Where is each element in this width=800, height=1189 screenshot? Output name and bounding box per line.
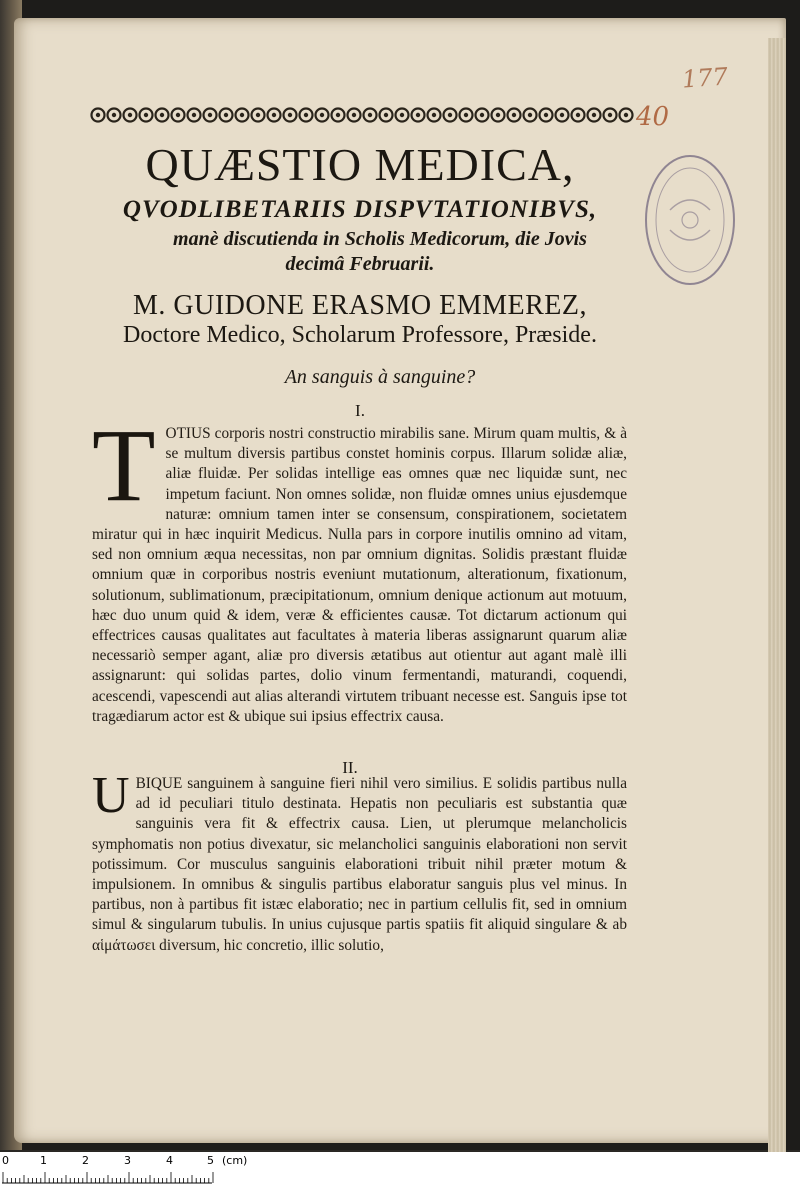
section-paragraph (92, 767, 627, 956)
drop-cap: U (92, 767, 130, 824)
presider-role: Doctore Medico, Scholarum Professore, Præside. (123, 322, 597, 348)
section-number: II. (342, 758, 358, 777)
subtitle-disputation: QVODLIBETARIIS DISPVTATIONIBVS, (122, 196, 598, 223)
ornament-border (90, 102, 635, 128)
thesis-question: An sanguis à sanguine? (284, 366, 476, 388)
presider-name: M. GUIDONE ERASMO EMMEREZ, (133, 290, 587, 321)
subtitle-date: decimâ Februarii. (285, 253, 435, 275)
ruler-labels (0, 1154, 260, 1168)
ruler-label: (cm) (222, 1154, 248, 1167)
ruler-label: 3 (124, 1154, 131, 1167)
ruler-label: 0 (2, 1154, 9, 1167)
page-title: QUÆSTIO MEDICA, (145, 139, 575, 190)
ruler-label: 1 (40, 1154, 47, 1167)
ruler-label: 5 (207, 1154, 214, 1167)
ruler-ticks (2, 1172, 214, 1184)
folio-number: 177 (681, 62, 729, 94)
section-paragraph (92, 408, 627, 727)
paragraph-text: BIQUE sanguinem à sanguine fieri nihil vero similius. E solidis partibus nulla ad id peculiari titulo destinata. Hepatis non peculiaris est substantia quæ sanguinis vera fit & effectrix causa. Lien, ut plerumque melancholicis symphomatis non potius divexatur, sic melancholici sanguinis elaborationi non servit potissimum. Cor musculus sanguinis elaborationi tribuit nihil præter motum & impulsionem. In omnibus & singulis partibus elaboratur sanguis plus vel minus. In partibus, non à partibus fit istæc elaboratio; nec in partium cellulis fit, sed in omnium simul & singularum tubulis. In unius cujusque partis spatiis fit aliquid singulare & ab αἱμάτωσει diversum, hic concretio, illic solutio, (92, 775, 627, 954)
ruler-label: 2 (82, 1154, 89, 1167)
page-edges (768, 38, 786, 1158)
drop-cap: T (92, 408, 156, 523)
handwritten-number: 40 (636, 102, 670, 132)
paragraph-text: OTIUS corporis nostri constructio mirabilis sane. Mirum quam multis, & à se multum diversis partibus constet hominis corpus. Illarum solidæ aliæ, aliæ fluidæ. Per solidas intellige eas omnes quæ nec liquidæ sunt, nec impetum faciunt. Non omnes solidæ, non fluidæ omnes unius ejusdemque naturæ: omnium tamen inter se consensum, conspirationem, societatem miratur qui in hæc inquirit Medicus. Nulla pars in corpore inutilis omnino ad vitam, sed non omnium æqua necessitas, non par omnium dignitas. Solidis præstant fluidæ omnium quæ in corporibus nostris eveniunt mutationum, alterationum, fixationum, solutionum, sublimationum, præcipitationum, omnium denique actionum aut motuum, hæc duo unum quid & idem, veræ & efficientes causæ. Tot dictarum actionum qui effectrices causas qualitates aut facultates à materia liberas assignarunt quarum aliæ necessariò semper agant, aliæ pro diversis ætatibus aut otientur aut agant malè illi assignarunt: qui solidas partes, dolio vinum fermentandi, maturandi, coquendi, acescendi, vapescendi aut alias alterandi virtutem tribuant necesse est. Sanguis ipse tot tragædiarum actor est & ubique sui ipsius effectrix causa. (92, 425, 627, 725)
section-number: I. (355, 401, 365, 420)
ruler-label: 4 (166, 1154, 173, 1167)
subtitle-schedule: manè discutienda in Scholis Medicorum, die Jovis (173, 228, 587, 250)
library-stamp (640, 150, 738, 292)
